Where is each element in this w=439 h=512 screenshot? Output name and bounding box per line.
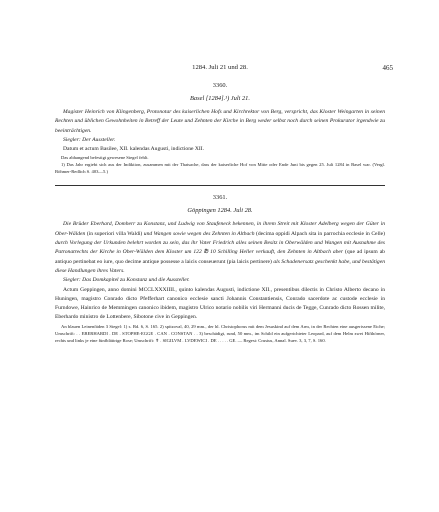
regest-3360-text: Magister Heinrich von Klingenberg, Protonotar des kaiserlichen Hofs und Kirchrektor von Berg, verspricht, das Kloster Weingarten in seinen Rechten und üblichen Gewohnheiten in Betreff der Leute und Zehnten der Kirche in Berg weder selbst noch durch seinen Prokurator irgendwie zu beeinträchtigen. xyxy=(55,109,385,134)
regest-3361-part1: Die Brüder Eberhard, Domherr zu Konstanz, und Ludwig von Staufeneck bekennen, in ihrem Streit mit Kloster Adelberg wegen der Güter in Ober-Wälden xyxy=(55,221,385,237)
regest-3360 xyxy=(55,108,385,136)
section-divider xyxy=(55,185,385,186)
footnote-3360: 1) Das Jahr ergiebt sich aus der Indiktion, zusammen mit der Thatsache, dass der kaiserliche Hof von Mitte oder Ende Juni bis gegen 25. Juli 1284 in Basel war. (Vergl. Böhmer-Redlich S. 403—5.) xyxy=(55,162,385,175)
regest-3361-part2: (in superiori villa Waldi) xyxy=(85,230,144,237)
dateline-3360: Basel [1284].¹) Juli 21. xyxy=(190,95,250,102)
siegler-3360: Siegler: Der Aussteller. xyxy=(63,136,116,143)
datum-3360: Datum et actum Basilee, XII. kalendas Augusti, indictione XII. xyxy=(63,146,205,153)
actum-3361: Actum Geppingen, anno domini MCCLXXXIIII., quinto kalendas Augusti, indictione XII., presentibus dilectis in Christo Alberto decano in Huningen, magistro Conrado dicto Pfefferhart canonico ecclesie sancti Johannis Constantiensis, Conrado sacerdote ac custode ecclesie in Furndowe, Hainrico de Memmingen canonico ibidem, magistro Ulrico notario nobilis viri Hermanni ducis de Tegge, Cunrado dicto Rossen milite, Eberhardo ministro de Lottenbere, Sibotone cive in Geppingen. xyxy=(55,286,385,321)
seal-note-3360: Das abhangend befestigt gewesene Siegel fehlt. xyxy=(61,155,149,161)
running-header xyxy=(55,64,393,74)
regest-3361-part7: als Schadenersatz geschenkt habe, und bestätigen diese Handlungen ihres Vaters. xyxy=(55,258,386,274)
seal-note-3361: An blauen Leinenfäden 3 Siegel: 1) s. Bd. 6, S. 165. 2) spitzoval, 40, 29 mm., der hl. Christophorus mit dem Jesuskind auf dem Arm, in der Rechten eine ausgerissene Eiche; Umschrift: . . EBERHARDI . DE . STOPHE-EGGE . CAN . CONSTAN . . 3) beschädigt, rund, 50 mm., im Schild ein aufgerichteter Leopard, auf dem Helm zwei Hifthörner, rechts und links je eine fünfblättrige Rose; Umschrift: ✝ . SIGILVM . LVDEWICI . DE . . . . . GE. — Regest: Crusius, Annal. Suev. 3, 3, 7, S. 160. xyxy=(55,323,385,343)
page-number: 465 xyxy=(382,64,393,72)
document-number-3361: 3361. xyxy=(212,194,228,202)
document-page xyxy=(55,64,393,344)
siegler-3361: Siegler: Das Domkapitel zu Konstanz und die Aussteller. xyxy=(63,277,190,284)
regest-3361-part3: und Wangen sowie wegen des Zehnten in Altbach xyxy=(143,230,255,237)
regest-3361-part4: (decima oppidi Alpach sita in parrochia ecclesie in Celle) xyxy=(254,230,385,237)
regest-3361 xyxy=(55,220,385,276)
document-number-3360: 3360. xyxy=(212,82,228,89)
header-date: 1284. Juli 21 und 28. xyxy=(192,64,248,71)
regest-3361-part5: durch Vorlegung der Urkunden belehrt worden zu sein, das ihr Vater Friedrich alles seinen Besitz in Oberwälden und Wangen mit Ausnahme des Patronatrechts der Kirche in Ober-Wälden dem Kloster um 122 ℔ 10 Schilling Heller verkauft, den Zehnten in Altbach aber xyxy=(55,240,385,256)
regest-3361-part6: (que ad ipsum ab antiquo pertinebat eo iure, quo decime antique possesse a laicis conseuerunt (pia laicis pertinere) xyxy=(55,249,385,265)
dateline-3361: Göppingen 1284. Juli 28. xyxy=(187,207,253,215)
